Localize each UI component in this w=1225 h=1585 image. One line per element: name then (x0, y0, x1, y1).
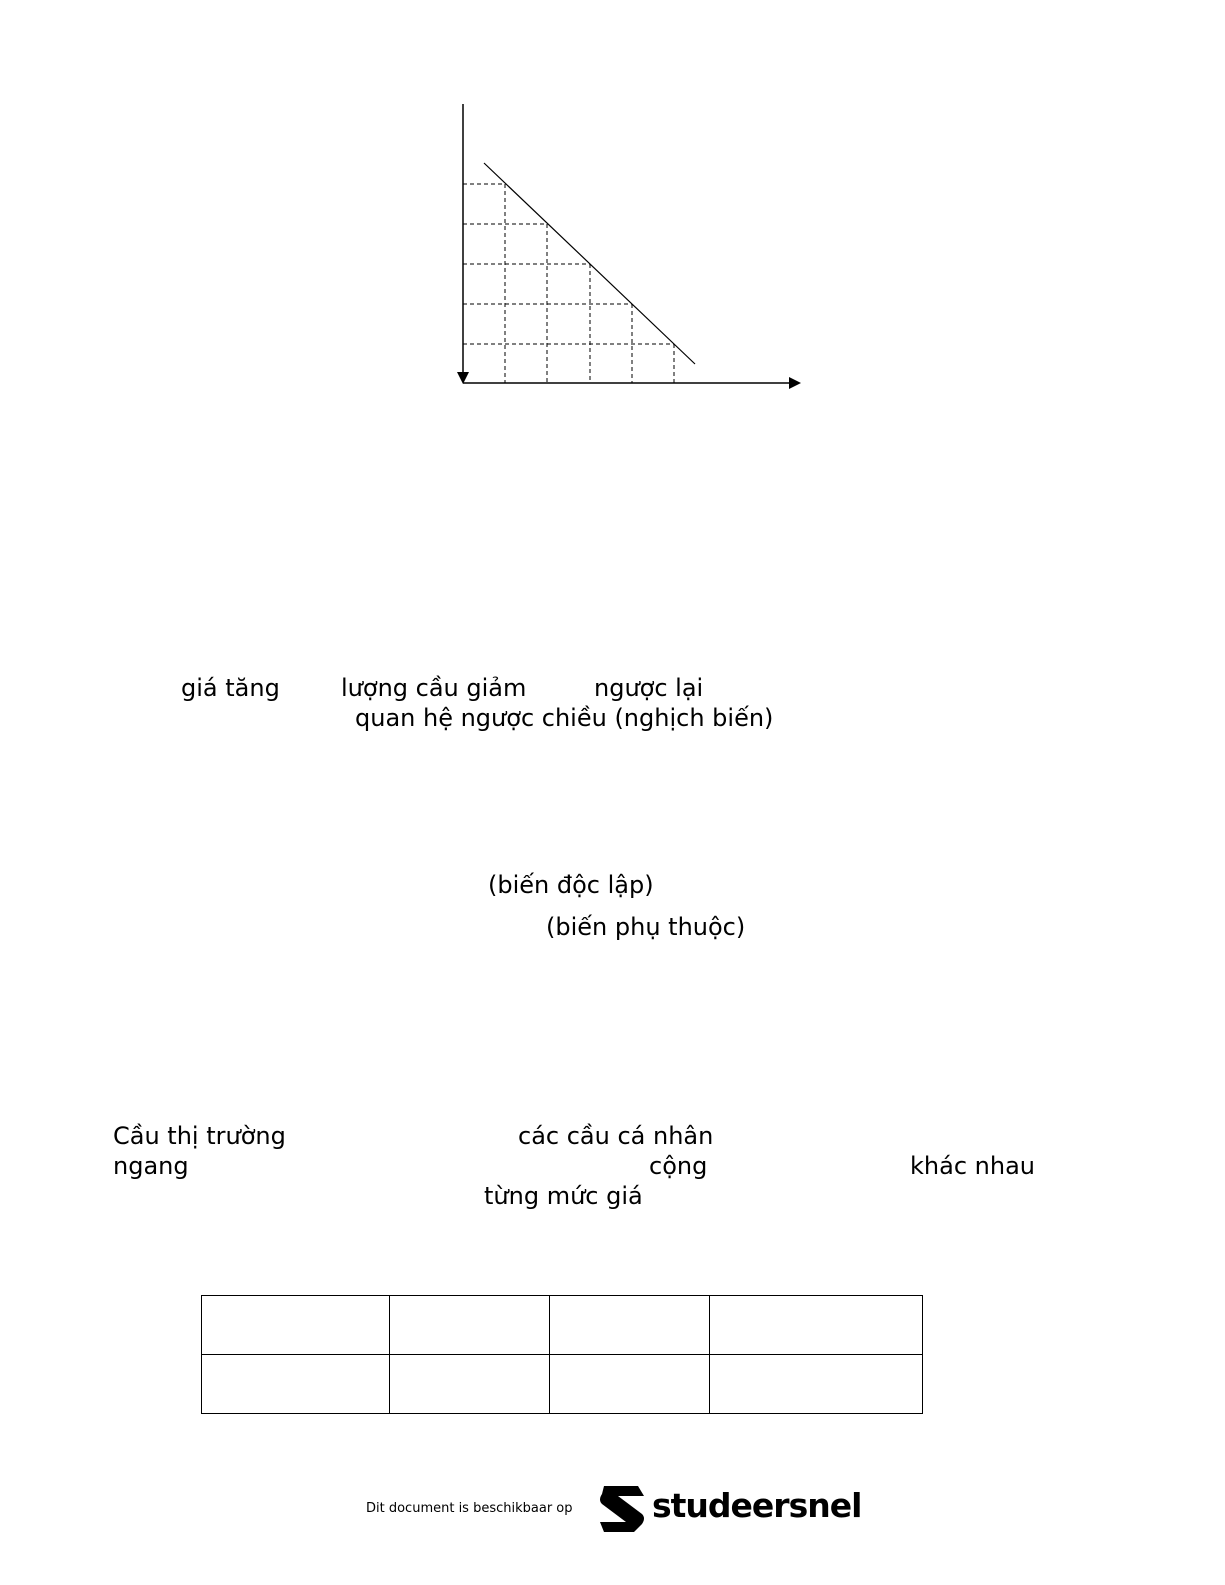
table-row (202, 1296, 923, 1355)
footer-caption: Dit document is beschikbaar op (366, 1501, 573, 1516)
table-cell (202, 1296, 390, 1355)
gridlines (463, 184, 674, 383)
data-table (201, 1295, 923, 1414)
y-axis (457, 104, 469, 384)
text-cong: cộng (649, 1152, 708, 1180)
text-bien-doc-lap: (biến độc lập) (488, 871, 654, 899)
text-khac-nhau: khác nhau (910, 1152, 1035, 1180)
studeersnel-logo-icon[interactable] (598, 1484, 646, 1534)
table-cell (550, 1355, 710, 1414)
text-tung-muc-gia: từng mức giá (484, 1182, 643, 1210)
table-cell (390, 1296, 550, 1355)
table-cell (710, 1296, 923, 1355)
table-row (202, 1355, 923, 1414)
text-ngang: ngang (113, 1152, 189, 1180)
text-quan-he: quan hệ ngược chiều (nghịch biến) (355, 704, 774, 732)
table-cell (710, 1355, 923, 1414)
table-cell (202, 1355, 390, 1414)
text-bien-phu-thuoc: (biến phụ thuộc) (546, 913, 746, 941)
demand-curve-graph (0, 0, 1225, 420)
table-cell (550, 1296, 710, 1355)
table-cell (390, 1355, 550, 1414)
text-luong-cau-giam: lượng cầu giảm (341, 674, 527, 702)
text-cac-cau-ca-nhan: các cầu cá nhân (518, 1122, 714, 1150)
text-cau-thi-truong: Cầu thị trường (113, 1122, 286, 1150)
text-nguoc-lai: ngược lại (594, 674, 704, 702)
text-gia-tang: giá tăng (181, 674, 280, 702)
footer-brand[interactable]: studeersnel (652, 1486, 862, 1525)
